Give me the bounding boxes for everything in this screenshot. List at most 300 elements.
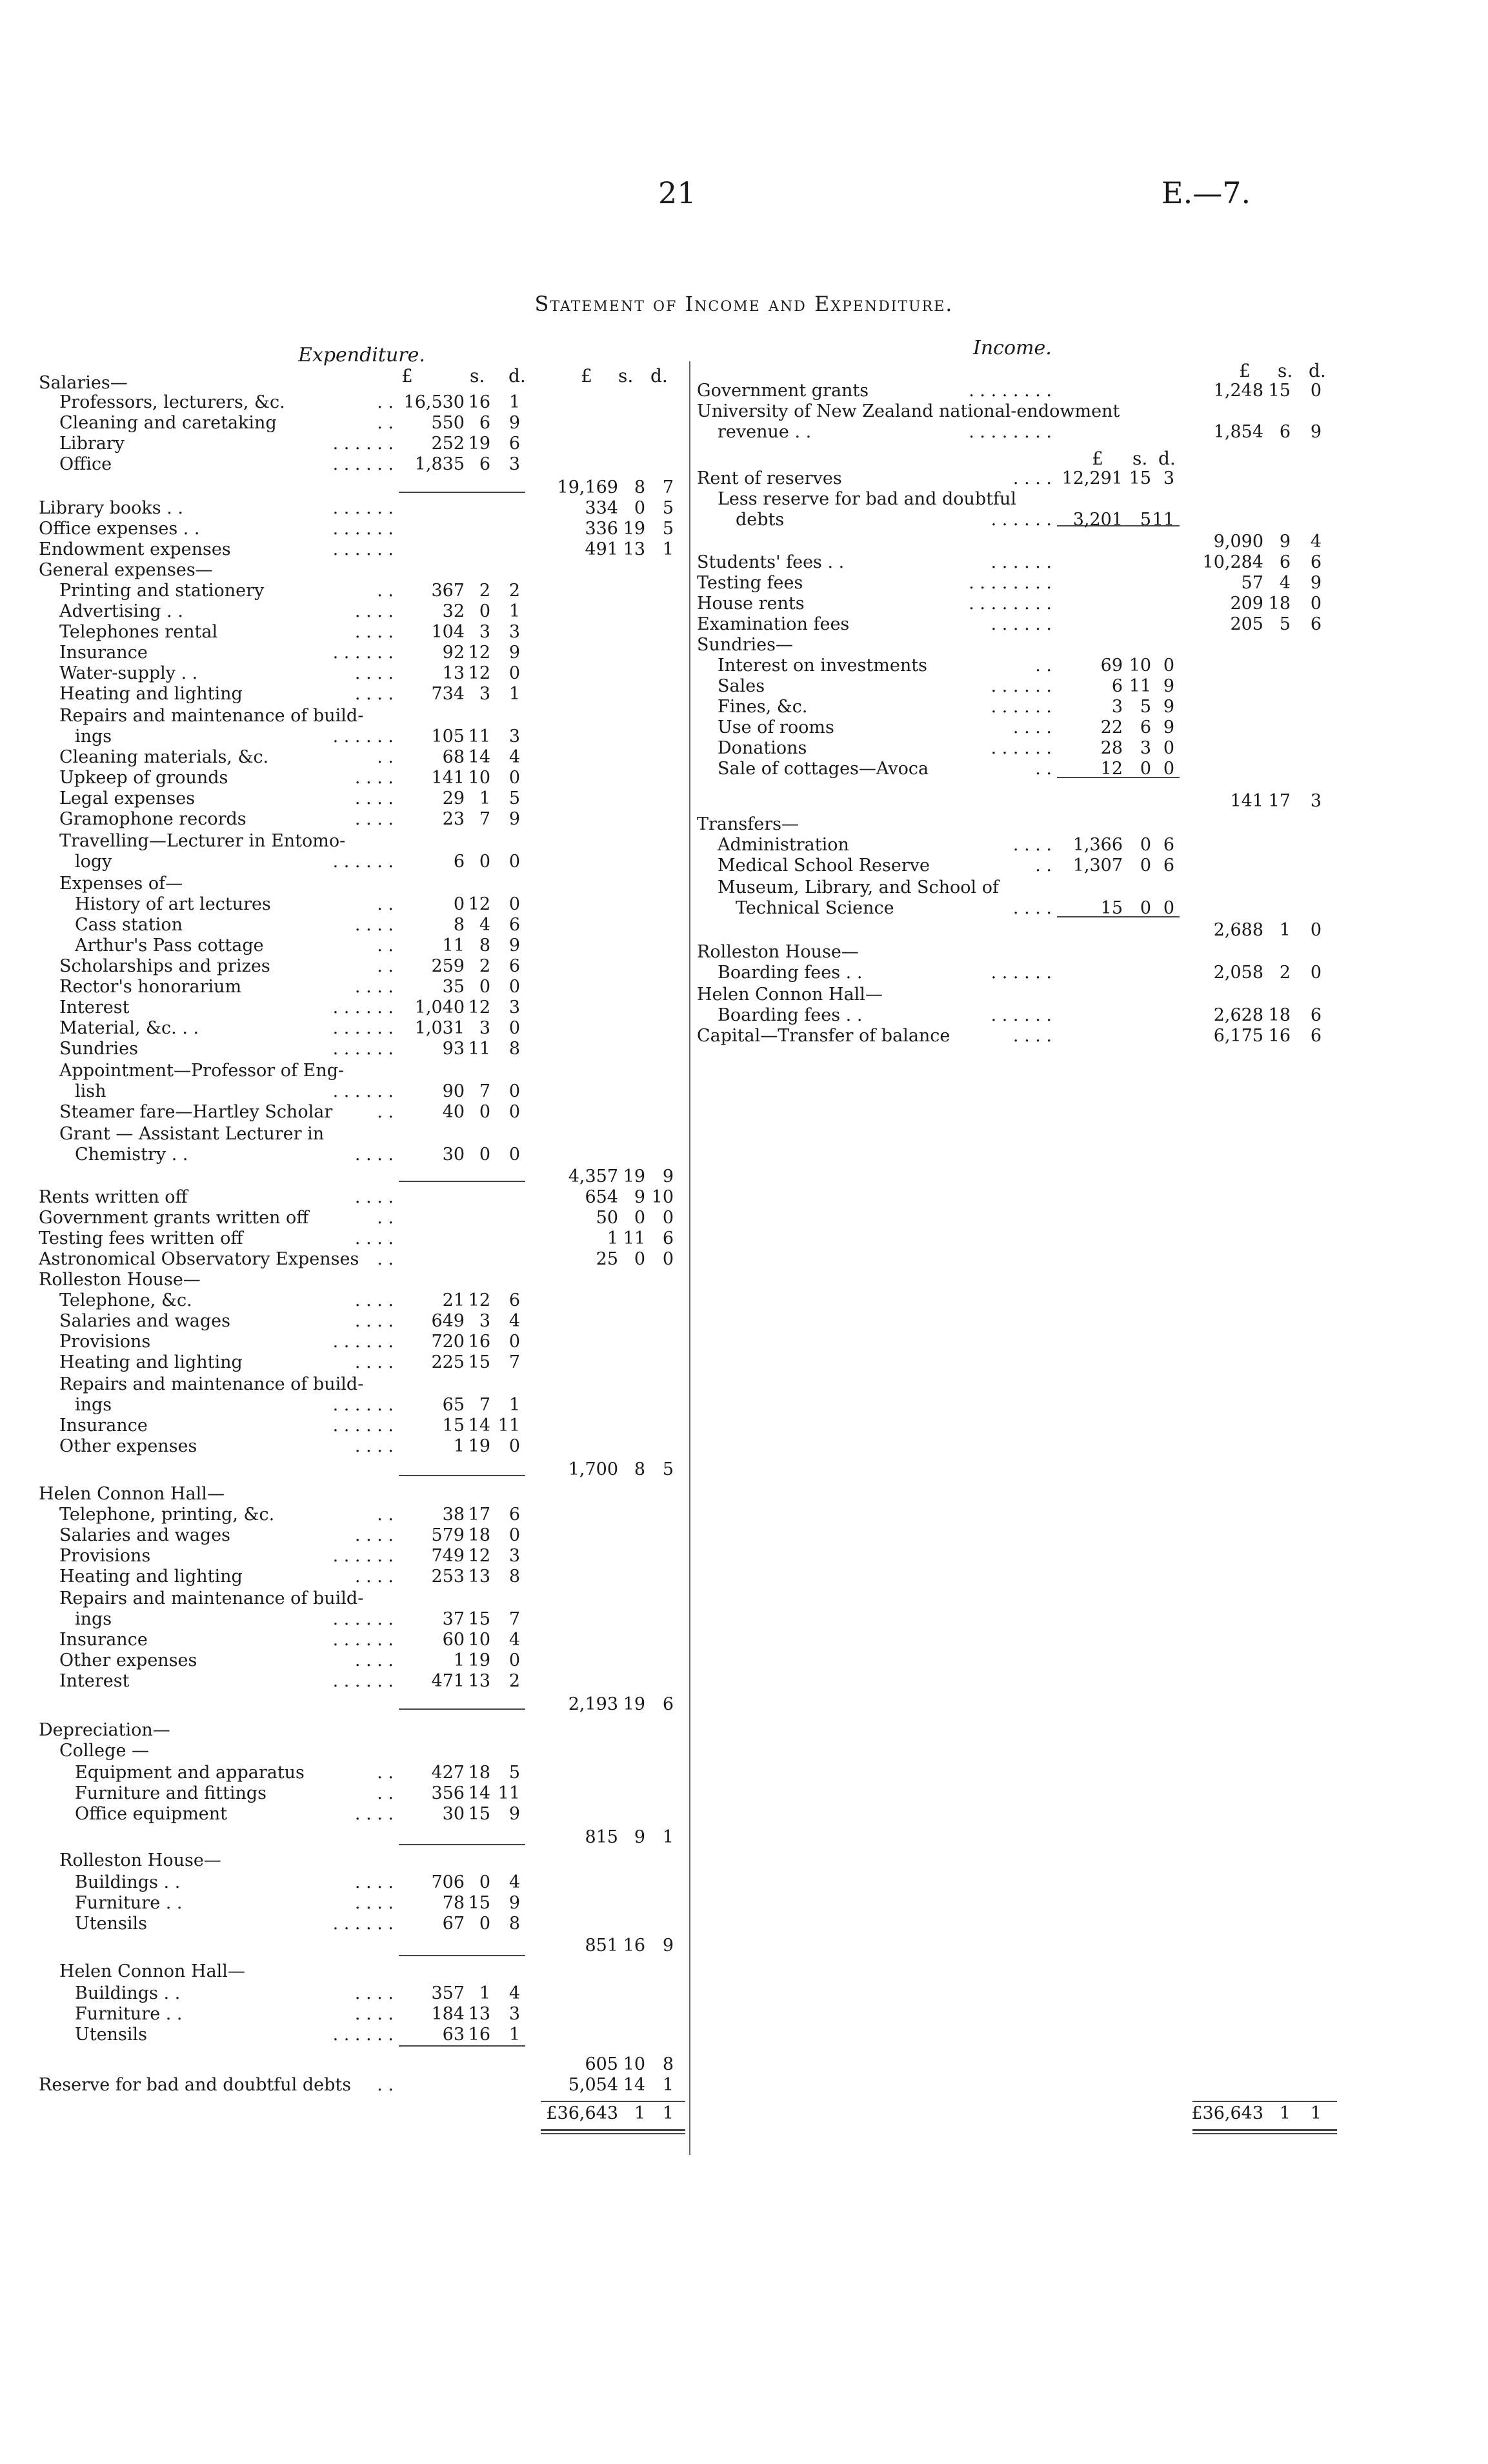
exp-inner-pence: 4: [508, 1983, 520, 2003]
exp-outer-pence: 9: [662, 1936, 674, 1956]
exp-inner-pounds: 11: [442, 936, 465, 956]
exp-row-leader-dots: . . . . . .: [332, 1609, 394, 1629]
exp-inner-pence: 4: [508, 1872, 520, 1892]
exp-inner-pounds: 141: [431, 768, 465, 788]
exp-row-leader-dots: . .: [377, 392, 394, 412]
exp-inner-pence: 2: [508, 1671, 520, 1691]
exp-row-leader-dots: . . . . . .: [332, 852, 394, 872]
exp-inner-pence: 0: [508, 768, 520, 788]
exp-inner-pence: 1: [508, 2025, 520, 2045]
inc-row-leader-dots: . . . . . .: [990, 738, 1052, 758]
inc-row: [0, 468, 1488, 489]
exp-inner-pounds: 90: [442, 1081, 465, 1101]
exp-outer-pence: 5: [662, 1459, 674, 1479]
exp-outer-shilling-head: s.: [618, 365, 634, 386]
exp-inner-pence-head: d.: [508, 365, 526, 386]
exp-row-label: Interest: [59, 1671, 130, 1691]
inc-row: [0, 717, 1488, 738]
exp-row-label: Repairs and maintenance of build-: [59, 1588, 364, 1608]
inc-inner-pounds: 12,291: [1061, 468, 1123, 488]
exp-row-leader-dots: . . . . . .: [332, 1914, 394, 1934]
inc-row-label: Rent of reserves: [697, 468, 842, 488]
exp-row: [0, 1228, 1488, 1249]
exp-row: [0, 1352, 1488, 1373]
exp-inner-shillings: 0: [479, 852, 490, 872]
exp-row-leader-dots: . . . . . .: [332, 1416, 394, 1436]
inc-row-leader-dots: . . . . . .: [990, 697, 1052, 717]
exp-inner-pounds: 6: [453, 852, 465, 872]
exp-outer-pence: 10: [651, 1187, 674, 1207]
exp-inner-pence: 11: [498, 1416, 520, 1436]
exp-row-leader-dots: . . . .: [354, 1893, 394, 1913]
exp-row-label: Scholarships and prizes: [59, 956, 270, 976]
exp-row-label: Arthur's Pass cottage: [75, 936, 264, 956]
exp-inner-pounds: 749: [431, 1546, 465, 1566]
exp-row-leader-dots: . . . .: [354, 788, 394, 808]
exp-outer-shillings: 9: [634, 1827, 645, 1847]
exp-inner-shillings: 13: [468, 1567, 490, 1587]
inc-outer-shillings: 17: [1268, 791, 1291, 811]
exp-row-leader-dots: . . . . . .: [332, 1332, 394, 1352]
inc-outer-pounds: 1,248: [1213, 381, 1263, 401]
inc-row: [0, 759, 1488, 779]
exp-row-leader-dots: . . . . . .: [332, 2025, 394, 2045]
exp-row: [0, 1720, 1488, 1741]
exp-row-leader-dots: . . . . . .: [332, 1630, 394, 1650]
exp-row-leader-dots: . . . .: [354, 1804, 394, 1824]
inc-outer-pence: 0: [1310, 381, 1322, 401]
exp-outer-shillings: 11: [623, 1228, 645, 1248]
inc-outer-pence: 9: [1310, 573, 1322, 593]
exp-inner-pence: 9: [508, 936, 520, 956]
inc-inner-pounds: 6: [1111, 676, 1123, 696]
inc-row-leader-dots: . . . . . .: [990, 552, 1052, 572]
exp-row-leader-dots: . . . .: [354, 1228, 394, 1248]
exp-row-leader-dots: . .: [377, 1102, 394, 1122]
exp-row-label: Provisions: [59, 1332, 151, 1352]
exp-row: [0, 1694, 1488, 1715]
inc-outer-shilling-head: s.: [1278, 360, 1293, 381]
exp-inner-shillings: 12: [468, 997, 490, 1017]
inc-inner-pounds: 22: [1100, 717, 1123, 737]
exp-row: [0, 1804, 1488, 1825]
exp-inner-shillings: 11: [468, 726, 490, 746]
exp-row: [0, 2054, 1488, 2075]
inc-inner-shillings: 6: [1140, 717, 1151, 737]
exp-row-leader-dots: . . . .: [354, 1290, 394, 1310]
exp-row-leader-dots: . . . . . .: [332, 997, 394, 1017]
exp-row-leader-dots: . . . .: [354, 977, 394, 997]
inc-row: [0, 635, 1488, 656]
exp-inner-pence: 5: [508, 788, 520, 808]
exp-subtotal-rule: [399, 2045, 525, 2047]
inc-row: [0, 963, 1488, 983]
exp-inner-pounds: 63: [442, 2025, 465, 2045]
exp-outer-pounds: 654: [585, 1187, 618, 1207]
exp-row: [0, 1741, 1488, 1761]
inc-row: [0, 510, 1488, 530]
inc-outer-pounds: 6,175: [1213, 1026, 1263, 1046]
exp-row-leader-dots: . . . .: [354, 1525, 394, 1545]
exp-row-label: Office expenses . .: [39, 519, 200, 539]
statement-title: Statement of Income and Expenditure.: [534, 292, 954, 316]
exp-row-leader-dots: . . . . . .: [332, 1018, 394, 1038]
inc-row: [0, 1005, 1488, 1026]
exp-row: [0, 1936, 1488, 1956]
exp-inner-shillings: 11: [468, 1039, 490, 1059]
inc-row-leader-dots: . . . . . . . .: [969, 422, 1052, 442]
exp-inner-pound-head: £: [401, 365, 413, 386]
inc-row-label: Transfers—: [697, 814, 799, 834]
exp-inner-pounds: 60: [442, 1630, 465, 1650]
exp-inner-pounds: 367: [431, 581, 465, 601]
exp-inner-shillings: 7: [479, 1395, 490, 1415]
exp-outer-pence: 9: [662, 1167, 674, 1187]
exp-inner-shillings: 16: [468, 392, 490, 412]
exp-inner-pounds: 93: [442, 1039, 465, 1059]
exp-outer-pounds: 2,193: [568, 1694, 618, 1714]
exp-outer-shillings: 10: [623, 2054, 645, 2074]
inc-row-label: University of New Zealand national-endowment: [697, 401, 1120, 421]
exp-row-label: Buildings . .: [75, 1983, 181, 2003]
exp-inner-pence: 1: [508, 684, 520, 704]
inc-inner-pounds: 69: [1100, 656, 1123, 676]
inc-row: [0, 738, 1488, 759]
inc-row: [0, 920, 1488, 941]
exp-inner-pounds: 253: [431, 1567, 465, 1587]
exp-row: [0, 1505, 1488, 1525]
exp-row-label: Equipment and apparatus: [75, 1763, 305, 1783]
income-heading: Income.: [973, 337, 1052, 359]
exp-inner-pence: 4: [508, 1311, 520, 1331]
exp-row: [0, 1436, 1488, 1457]
inc-inner-shilling-head: s.: [1132, 448, 1148, 469]
inc-inner-pence: 11: [1152, 510, 1174, 530]
exp-outer-shillings: 0: [634, 1208, 645, 1228]
exp-inner-pence: 0: [508, 1018, 520, 1038]
inc-inner-shillings: 0: [1140, 898, 1151, 918]
exp-row-label: Library books . .: [39, 498, 183, 518]
inc-inner-pence: 0: [1163, 738, 1174, 758]
inc-row-label: Sale of cottages—Avoca: [718, 759, 929, 779]
exp-outer-pounds: 50: [596, 1208, 618, 1228]
inc-outer-pounds: 9,090: [1213, 532, 1263, 552]
exp-inner-pounds: 16,530: [403, 392, 465, 412]
exp-inner-pence: 4: [508, 1630, 520, 1650]
exp-row-label: Upkeep of grounds: [59, 768, 228, 788]
exp-inner-shillings: 12: [468, 894, 490, 914]
inc-inner-shillings: 5: [1140, 697, 1151, 717]
inc-row-label: Fines, &c.: [718, 697, 808, 717]
exp-row-leader-dots: . . . .: [354, 684, 394, 704]
inc-outer-shillings: 1: [1279, 920, 1291, 940]
exp-row: [0, 1961, 1488, 1982]
exp-row-label: ings: [75, 726, 112, 746]
inc-row: [0, 594, 1488, 614]
inc-row-label: Less reserve for bad and doubtful: [718, 489, 1017, 509]
exp-inner-pounds: 38: [442, 1505, 465, 1525]
exp-outer-pounds: 605: [585, 2054, 618, 2074]
inc-row-leader-dots: . . . . . .: [990, 1005, 1052, 1025]
exp-row-label: ings: [75, 1395, 112, 1415]
exp-row-leader-dots: . . . . . .: [332, 498, 394, 518]
exp-row-label: Chemistry . .: [75, 1145, 188, 1165]
exp-outer-pence: 1: [662, 2103, 674, 2123]
exp-row: [0, 1983, 1488, 2004]
inc-inner-pence: 0: [1163, 898, 1174, 918]
exp-outer-shillings: 1: [634, 2103, 645, 2123]
inc-inner-pounds: 3: [1111, 697, 1123, 717]
exp-inner-pence: 9: [508, 643, 520, 663]
exp-row: [0, 1332, 1488, 1352]
exp-inner-pence: 1: [508, 392, 520, 412]
inc-inner-pounds: 12: [1100, 759, 1123, 779]
page-number: 21: [658, 175, 696, 210]
exp-inner-shillings: 15: [468, 1804, 490, 1824]
exp-row-label: Appointment—Professor of Eng-: [59, 1061, 345, 1081]
exp-inner-shilling-head: s.: [470, 365, 485, 386]
inc-row: [0, 835, 1488, 856]
exp-outer-pounds: 19,169: [557, 477, 618, 497]
inc-row-leader-dots: . .: [1035, 856, 1052, 876]
exp-row-leader-dots: . . . .: [354, 915, 394, 935]
exp-inner-shillings: 16: [468, 1332, 490, 1352]
exp-row-label: Astronomical Observatory Expenses: [39, 1249, 359, 1269]
exp-row-label: logy: [75, 852, 112, 872]
exp-outer-pounds: 336: [585, 519, 618, 539]
exp-row: [0, 1081, 1488, 1102]
inc-row: [0, 898, 1488, 919]
exp-inner-pence: 0: [508, 1436, 520, 1456]
exp-inner-shillings: 1: [479, 1983, 490, 2003]
exp-row-label: Heating and lighting: [59, 684, 243, 704]
exp-row-label: Telephone, &c.: [59, 1290, 192, 1310]
inc-inner-shillings: 5: [1140, 510, 1151, 530]
inc-row: [0, 2103, 1488, 2124]
exp-outer-shillings: 0: [634, 1249, 645, 1269]
exp-inner-shillings: 17: [468, 1505, 490, 1525]
exp-inner-pence: 7: [508, 1609, 520, 1629]
inc-row: [0, 856, 1488, 876]
inc-inner-pence: 6: [1163, 835, 1174, 855]
exp-outer-shillings: 19: [623, 1694, 645, 1714]
exp-row-label: Rolleston House—: [39, 1270, 201, 1290]
exp-inner-pence: 8: [508, 1914, 520, 1934]
exp-row-label: Water-supply . .: [59, 663, 198, 683]
exp-row: [0, 1827, 1488, 1848]
exp-inner-pence: 6: [508, 956, 520, 976]
inc-row-label: Donations: [718, 738, 807, 758]
exp-inner-pence: 3: [508, 2004, 520, 2024]
inc-row-label: Capital—Transfer of balance: [697, 1026, 950, 1046]
exp-inner-pence: 0: [508, 1145, 520, 1165]
exp-outer-shillings: 8: [634, 1459, 645, 1479]
exp-row-leader-dots: . . . .: [354, 1352, 394, 1372]
exp-outer-pounds: 1,700: [568, 1459, 618, 1479]
exp-row-label: Travelling—Lecturer in Entomo-: [59, 831, 346, 851]
exp-row-label: Interest: [59, 997, 130, 1017]
exp-inner-shillings: 12: [468, 1290, 490, 1310]
exp-inner-pence: 7: [508, 1352, 520, 1372]
exp-row-label: Endowment expenses: [39, 539, 231, 559]
inc-outer-pounds: 205: [1230, 614, 1263, 634]
inc-row-leader-dots: . . . . . .: [990, 963, 1052, 983]
exp-inner-shillings: 3: [479, 1311, 490, 1331]
inc-outer-shillings: 6: [1279, 552, 1291, 572]
inc-row: [0, 532, 1488, 552]
exp-row-label: Salaries—: [39, 373, 128, 393]
inc-inner-shillings: 10: [1129, 656, 1151, 676]
exp-inner-shillings: 10: [468, 1630, 490, 1650]
exp-row-leader-dots: . .: [377, 894, 394, 914]
inc-inner-pence: 9: [1163, 676, 1174, 696]
exp-row-label: Heating and lighting: [59, 1567, 243, 1587]
exp-inner-pounds: 67: [442, 1914, 465, 1934]
exp-row-label: Heating and lighting: [59, 1352, 243, 1372]
inc-outer-shillings: 16: [1268, 1026, 1291, 1046]
exp-inner-pounds: 30: [442, 1804, 465, 1824]
exp-inner-shillings: 7: [479, 1081, 490, 1101]
exp-inner-pounds: 104: [431, 622, 465, 642]
exp-row-leader-dots: . .: [377, 956, 394, 976]
exp-inner-pence: 0: [508, 894, 520, 914]
inc-row-leader-dots: . . . . . . . .: [969, 573, 1052, 593]
exp-row-label: History of art lectures: [75, 894, 271, 914]
exp-inner-shillings: 12: [468, 663, 490, 683]
inc-outer-pence: 6: [1310, 1026, 1322, 1046]
inc-inner-shillings: 0: [1140, 856, 1151, 876]
inc-outer-pence: 0: [1310, 594, 1322, 614]
inc-row-label: debts: [736, 510, 785, 530]
exp-inner-shillings: 15: [468, 1893, 490, 1913]
exp-inner-pounds: 427: [431, 1763, 465, 1783]
exp-inner-shillings: 4: [479, 915, 490, 935]
exp-row-label: Office equipment: [75, 1804, 228, 1824]
inc-outer-shillings: 15: [1268, 381, 1291, 401]
exp-inner-pence: 3: [508, 622, 520, 642]
exp-inner-pence: 3: [508, 454, 520, 474]
exp-inner-pounds: 29: [442, 788, 465, 808]
exp-row-label: Other expenses: [59, 1650, 197, 1670]
exp-row-label: Legal expenses: [59, 788, 196, 808]
inc-row: [0, 985, 1488, 1005]
exp-inner-pounds: 0: [453, 894, 465, 914]
exp-row-label: Telephones rental: [59, 622, 218, 642]
exp-outer-pounds: 1: [607, 1228, 618, 1248]
exp-inner-shillings: 8: [479, 936, 490, 956]
exp-row-leader-dots: . . . .: [354, 622, 394, 642]
exp-row: [0, 1567, 1488, 1587]
inc-row-leader-dots: . .: [1035, 656, 1052, 676]
exp-row-label: Repairs and maintenance of build-: [59, 706, 364, 726]
exp-row-leader-dots: . . . .: [354, 1983, 394, 2003]
exp-row-leader-dots: . .: [377, 1208, 394, 1228]
exp-outer-pence: 5: [662, 498, 674, 518]
exp-inner-pence: 9: [508, 809, 520, 829]
inc-outer-pound-head: £: [1239, 360, 1251, 381]
exp-row-leader-dots: . . . .: [354, 1187, 394, 1207]
exp-row-label: Insurance: [59, 643, 148, 663]
exp-row-leader-dots: . . . . . .: [332, 1395, 394, 1415]
exp-inner-shillings: 10: [468, 768, 490, 788]
inc-row: [0, 573, 1488, 594]
exp-inner-pounds: 92: [442, 643, 465, 663]
inc-row-label: Museum, Library, and School of: [718, 877, 999, 897]
exp-inner-shillings: 6: [479, 454, 490, 474]
inc-row-label: Boarding fees . .: [718, 1005, 863, 1025]
exp-inner-pounds: 1,835: [414, 454, 465, 474]
exp-inner-pounds: 13: [442, 663, 465, 683]
exp-row-label: Salaries and wages: [59, 1311, 230, 1331]
inc-outer-shillings: 1: [1279, 2103, 1291, 2123]
exp-inner-pence: 6: [508, 1505, 520, 1525]
inc-outer-pence: 0: [1310, 963, 1322, 983]
inc-total-rule-top: [1192, 2101, 1337, 2102]
inc-row: [0, 877, 1488, 898]
exp-inner-shillings: 1: [479, 788, 490, 808]
exp-outer-pence: 6: [662, 1228, 674, 1248]
exp-row-leader-dots: . . . . . .: [332, 1081, 394, 1101]
exp-row-label: Expenses of—: [59, 874, 183, 894]
inc-outer-pounds: 1,854: [1213, 422, 1263, 442]
exp-inner-pence: 2: [508, 581, 520, 601]
inc-inner-pence: 9: [1163, 717, 1174, 737]
exp-row: [0, 1270, 1488, 1290]
inc-row: [0, 697, 1488, 717]
exp-row-leader-dots: . . . . . .: [332, 643, 394, 663]
inc-row-leader-dots: . . . . . .: [990, 676, 1052, 696]
exp-inner-pence: 4: [508, 747, 520, 767]
exp-inner-pence: 8: [508, 1567, 520, 1587]
exp-row: [0, 1609, 1488, 1630]
inc-row: [0, 422, 1488, 443]
exp-inner-pence: 3: [508, 1546, 520, 1566]
exp-inner-pence: 9: [508, 1804, 520, 1824]
inc-total-rule-bottom: [1192, 2129, 1337, 2131]
exp-outer-pence: 0: [662, 1249, 674, 1269]
exp-row-label: ings: [75, 1609, 112, 1629]
exp-row-label: Library: [59, 434, 125, 454]
inc-row-leader-dots: . . . . . .: [990, 614, 1052, 634]
exp-inner-pounds: 259: [431, 956, 465, 976]
exp-inner-pence: 9: [508, 1893, 520, 1913]
exp-row-label: College —: [59, 1741, 150, 1761]
exp-row-label: General expenses—: [39, 560, 213, 580]
exp-row: [0, 1783, 1488, 1804]
exp-inner-pence: 3: [508, 997, 520, 1017]
exp-inner-shillings: 0: [479, 977, 490, 997]
exp-row-leader-dots: . . . . . .: [332, 519, 394, 539]
exp-inner-shillings: 3: [479, 622, 490, 642]
inc-outer-shillings: 2: [1279, 963, 1291, 983]
exp-row: [0, 1850, 1488, 1871]
exp-row-label: Buildings . .: [75, 1872, 181, 1892]
inc-row-label: Interest on investments: [718, 656, 927, 676]
exp-row-leader-dots: . . . .: [354, 663, 394, 683]
exp-row-leader-dots: . .: [377, 1783, 394, 1803]
exp-outer-pounds: 815: [585, 1827, 618, 1847]
exp-outer-pence: 0: [662, 1208, 674, 1228]
inc-outer-pence: 4: [1310, 532, 1322, 552]
exp-row-label: Helen Connon Hall—: [39, 1484, 225, 1504]
exp-row-label: Rector's honorarium: [59, 977, 242, 997]
exp-inner-pounds: 252: [431, 434, 465, 454]
exp-inner-shillings: 19: [468, 1650, 490, 1670]
exp-inner-shillings: 3: [479, 1018, 490, 1038]
inc-row-label: revenue . .: [718, 422, 812, 442]
inc-row-label: Government grants: [697, 381, 869, 401]
exp-inner-shillings: 19: [468, 1436, 490, 1456]
